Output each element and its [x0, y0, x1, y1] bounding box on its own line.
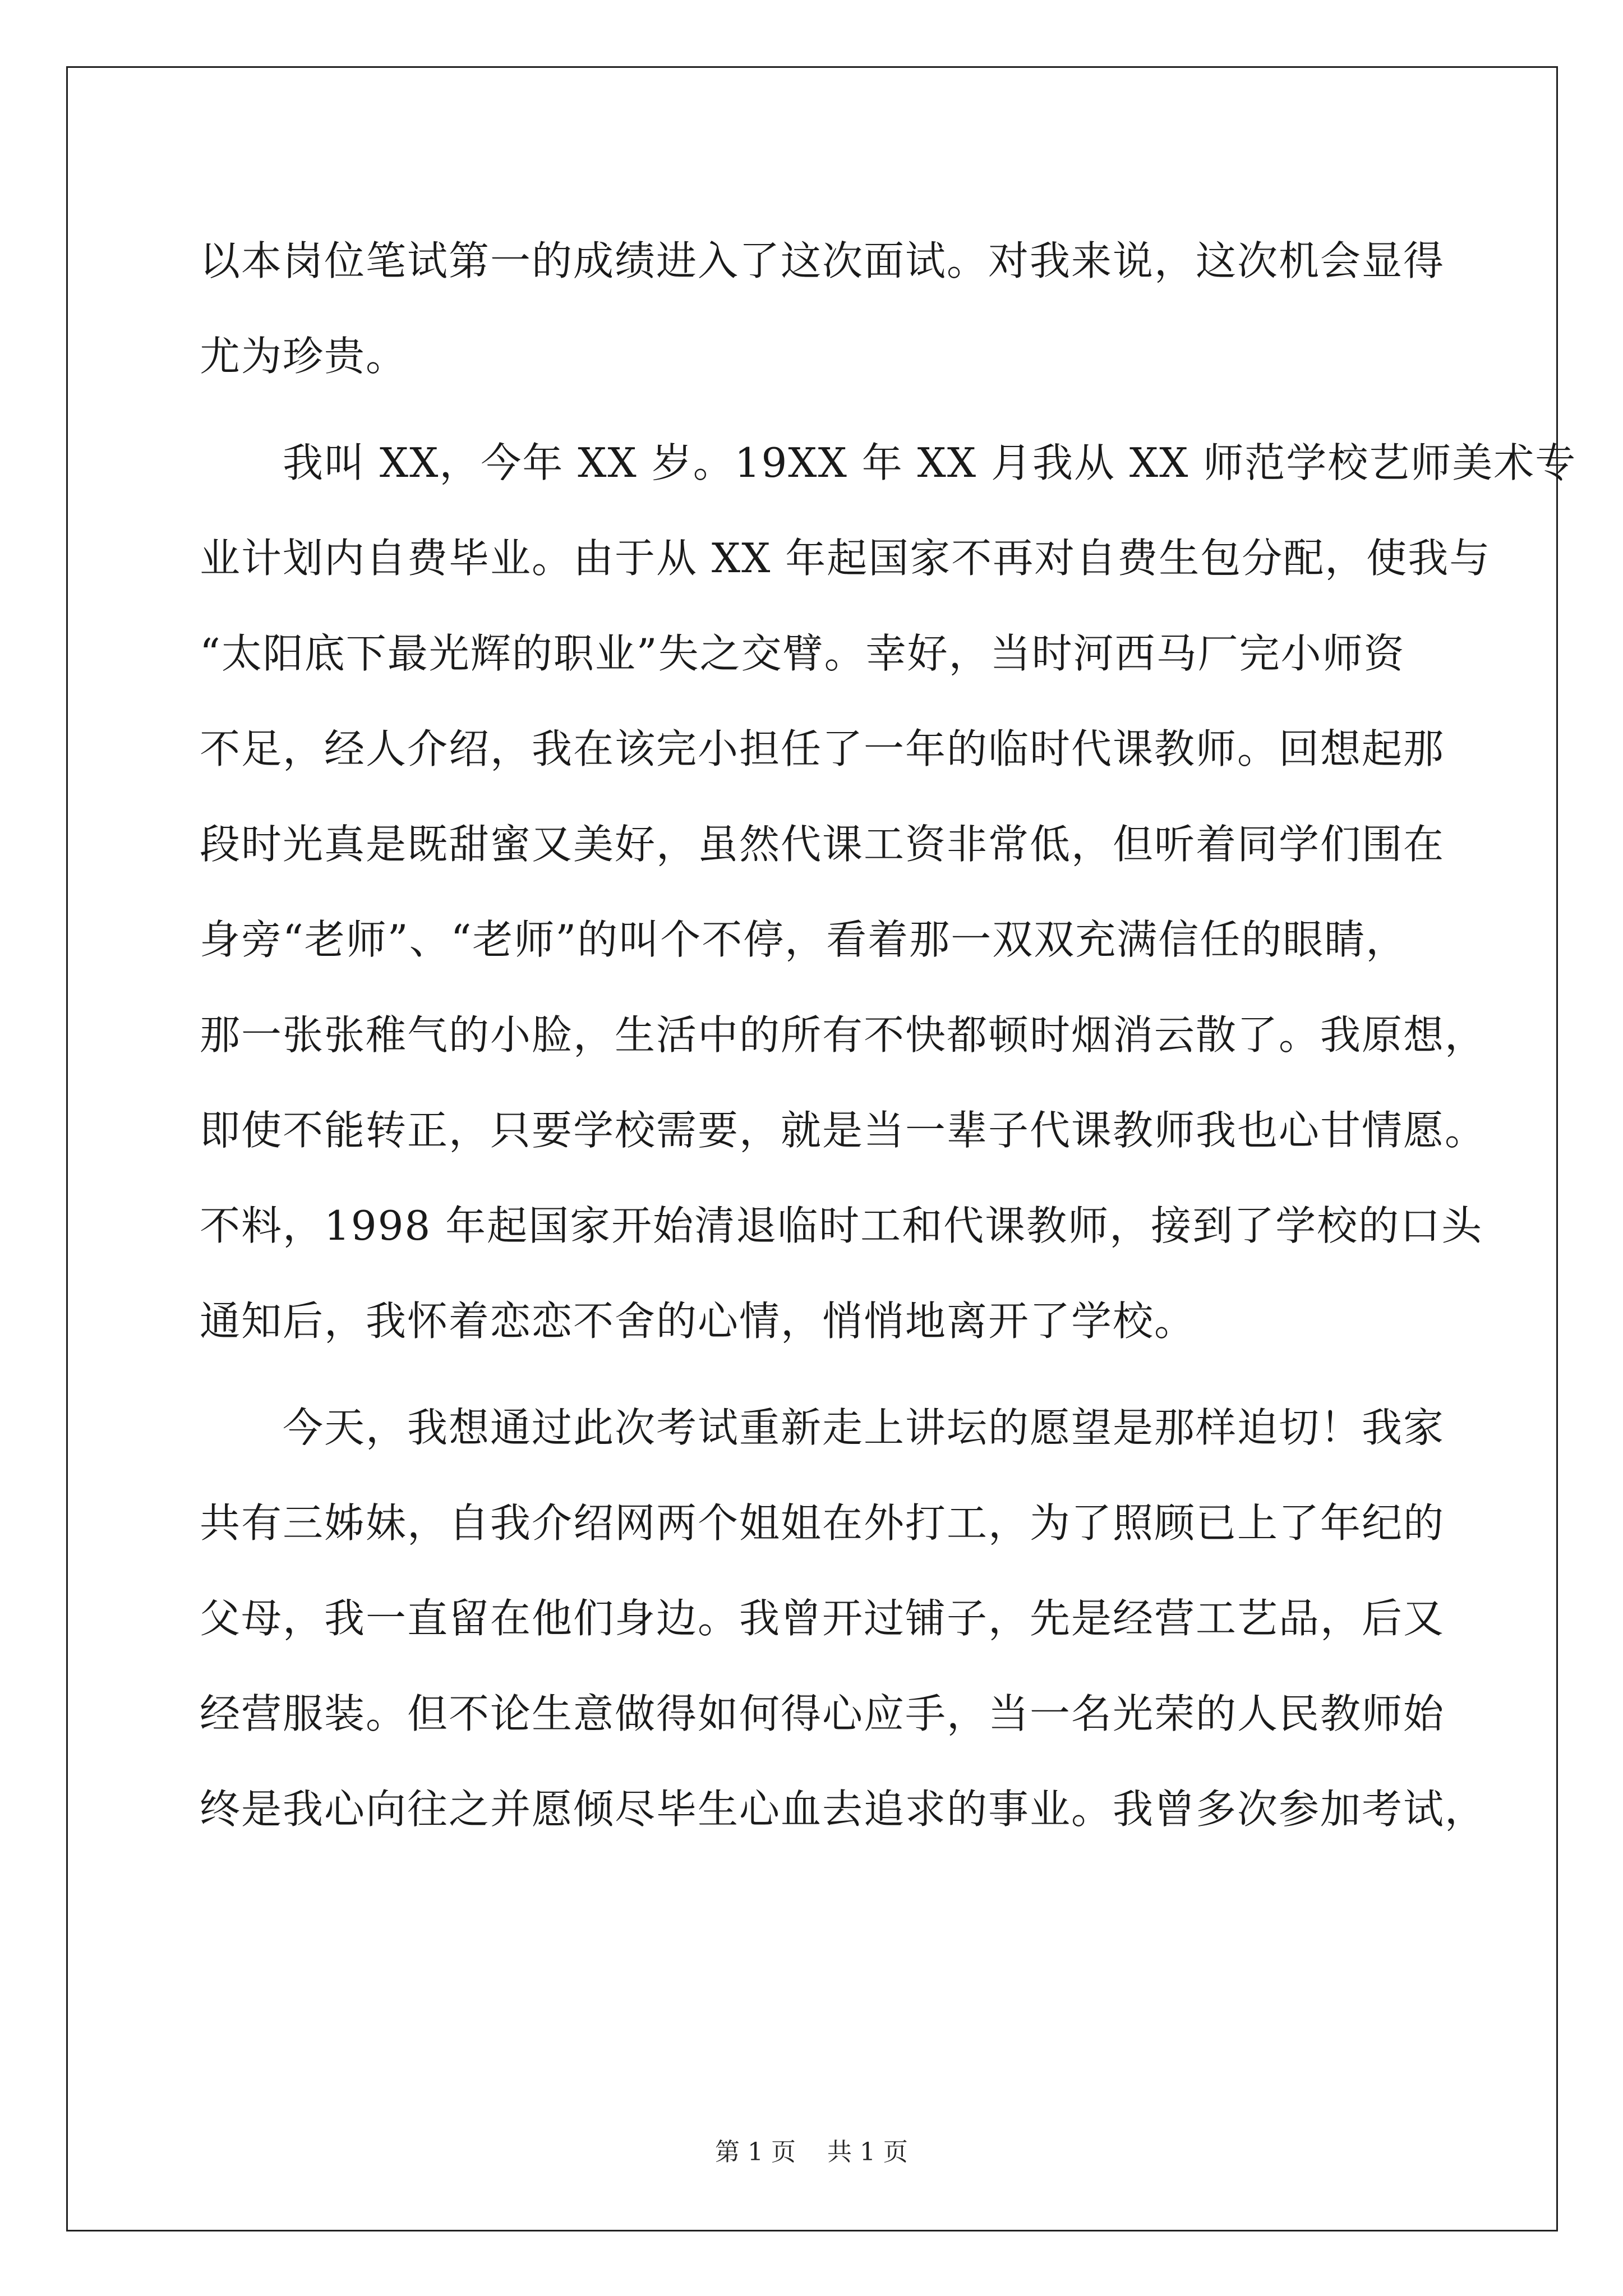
- text-line: 即使不能转正，只要学校需要，就是当一辈子代课教师我也心甘情愿。: [200, 1107, 1487, 1154]
- text-line: 以本岗位笔试第一的成绩进入了这次面试。对我来说，这次机会显得: [200, 237, 1445, 284]
- text-line: 尤为珍贵。: [200, 333, 408, 380]
- text-line: “太阳底下最光辉的职业”失之交臂。幸好，当时河西马厂完小师资: [200, 630, 1405, 677]
- text-line: 共有三姊妹，自我介绍网两个姐姐在外打工，为了照顾已上了年纪的: [200, 1499, 1445, 1547]
- text-line: 业计划内自费毕业。由于从 XX 年起国家不再对自费生包分配，使我与: [200, 535, 1491, 582]
- text-line: 通知后，我怀着恋恋不舍的心情，悄悄地离开了学校。: [200, 1297, 1196, 1345]
- document-body: [200, 213, 1577, 1857]
- text-line: 不料，1998 年起国家开始清退临时工和代课教师，接到了学校的口头: [200, 1202, 1483, 1249]
- text-line: 我叫 XX，今年 XX 岁。19XX 年 XX 月我从 XX 师范学校艺师美术专: [200, 439, 1577, 486]
- paragraph-spacing: [200, 404, 1433, 415]
- text-line: 今天，我想通过此次考试重新走上讲坛的愿望是那样迫切！我家: [200, 1404, 1445, 1451]
- text-line: 身旁“老师”、“老师”的叫个不停，看着那一双双充满信任的眼睛，: [200, 916, 1408, 963]
- page-footer: 第 1 页 共 1 页: [715, 2138, 908, 2166]
- text-line: 终是我心向往之并愿倾尽毕生心血去追求的事业。我曾多次参加考试，: [200, 1786, 1487, 1833]
- text-line: 那一张张稚气的小脸，生活中的所有不快都顿时烟消云散了。我原想，: [200, 1011, 1487, 1059]
- paragraph: [200, 213, 1445, 404]
- paragraph-spacing: [200, 1369, 1433, 1380]
- text-line: 不足，经人介绍，我在该完小担任了一年的临时代课教师。回想起那: [200, 725, 1445, 772]
- paragraph: [200, 415, 1577, 1369]
- paragraph: [200, 1380, 1487, 1857]
- text-line: 经营服装。但不论生意做得如何得心应手，当一名光荣的人民教师始: [200, 1690, 1445, 1737]
- text-line: 段时光真是既甜蜜又美好，虽然代课工资非常低，但听着同学们围在: [200, 821, 1445, 868]
- text-line: 父母，我一直留在他们身边。我曾开过铺子，先是经营工艺品，后又: [200, 1595, 1445, 1642]
